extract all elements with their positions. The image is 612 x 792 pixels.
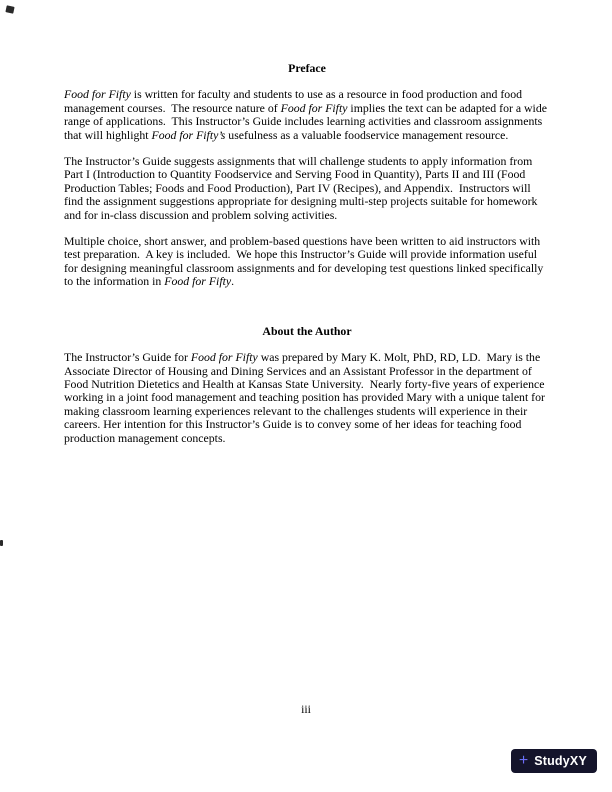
brand-name: StudyXY (534, 754, 587, 768)
scan-artifact (5, 5, 14, 14)
preface-paragraphs (64, 88, 550, 288)
document-body (64, 62, 550, 458)
section-about-author (64, 325, 550, 445)
paragraph: The Instructor’s Guide suggests assignments that will challenge students to apply information from Part I (Introduction to Quantity Foodservice and Serving Food in Quantity), Parts II and III (Food Production Tables; Foods and Food Production), Part IV (Recipes), and Appendix. Instructors will find the assignment suggestions appropriate for designing multi-step projects suitable for homework and for in-class discussion and problem solving activities. (64, 154, 541, 222)
studyxy-logo[interactable] (511, 749, 597, 773)
plus-icon: + (518, 752, 529, 769)
scan-artifact (0, 540, 3, 546)
preface-heading: Preface (288, 61, 326, 75)
paragraph: Multiple choice, short answer, and problem-based questions have been written to aid instructors with test preparation. A key is included. We hope this Instructor’s Guide will provide information useful for designing meaningful classroom assignments and for developing test questions linked specifically to the information in Food for Fifty. (64, 234, 547, 289)
about-author-paragraphs (64, 351, 550, 445)
about-author-heading: About the Author (262, 323, 352, 338)
paragraph: Food for Fifty is written for faculty and students to use as a resource in food production and food management courses. The resource nature of Food for Fifty implies the text can be adapted for a wide range of applications. This Instructor’s Guide includes learning activities and classroom assignments that will highlight Food for Fifty’s usefulness as a valuable foodservice management resource. (64, 87, 550, 142)
section-preface (64, 62, 550, 289)
page-number: iii (301, 702, 311, 716)
paragraph: The Instructor’s Guide for Food for Fifty was prepared by Mary K. Molt, PhD, RD, LD. Mary is the Associate Director of Housing and Dining Services and an Assistant Professor in the department of Food Nutrition Dietetics and Health at Kansas State University. Nearly forty-five years of experience working in a joint food management and teaching position has provided Mary with a unique talent for making classroom learning experiences relevant to the challenges students will experience in their careers. Her intention for this Instructor’s Guide is to convey some of her ideas for teaching food production management concepts. (64, 350, 548, 445)
